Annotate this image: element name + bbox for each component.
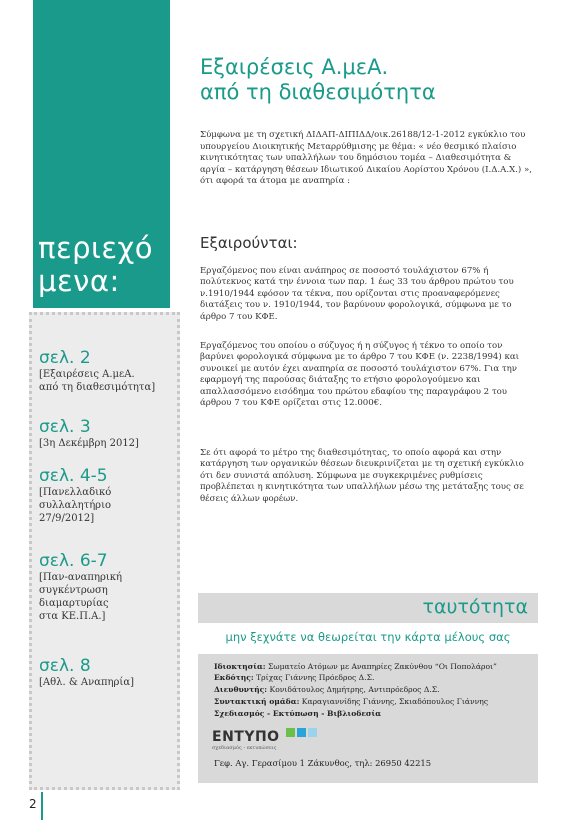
toc-item[interactable] — [39, 417, 179, 450]
toc-item[interactable] — [39, 551, 179, 623]
printer-logo — [212, 726, 322, 750]
toc-desc: [Εξαιρέσεις Α.μεΑ. από τη διαθεσιμότητα] — [39, 369, 156, 393]
identity-line — [214, 673, 374, 683]
toc-page: σελ. 4-5 — [39, 466, 108, 486]
toc-page: σελ. 6-7 — [39, 551, 108, 571]
article-paragraph: Εργαζόμενος που είναι ανάπηρος σε ποσοστό τουλάχιστον 67% ή πολύτεκνος κατά την έννοια των παρ. 1 έως 33 του άρθρου πρώτου του ν.1910/1944 εφόσον τα τέκνα, που ορίζονται στις προαναφερόμενες διατάξεις του ν. 1910/1944, τον βαρύνουν φορολογικά, σύμφωνα με το άρθρο 7 του ΚΦΕ. — [200, 266, 514, 322]
toc-page: σελ. 3 — [39, 417, 91, 437]
toc-desc: [Παν-αναπηρική συγκέντρωση διαμαρτυρίας στα ΚΕ.Π.Α.] — [39, 572, 123, 622]
identity-value: Σωματείο Ατόμων με Αναπηρίες Ζακύνθου “Οι Ποπολάροι” — [265, 662, 497, 671]
section-heading: Εξαιρούνται: — [200, 234, 298, 252]
contents-title: περιεχό μενα: — [38, 231, 154, 298]
article-paragraph: Σε ότι αφορά το μέτρο της διαθεσιμότητας, το οποίο αφορά και στην κατάργηση των οργανικών θέσεων διευκρινίζεται με τη σχετική εγκύκλιο ότι δεν συνιστά απόλυση. Σύμφωνα με συγκεκριμένες ρυθμίσεις προβλέπεται η κινητικότητα των υπαλλήλων μέσω της μετάταξης τους σε θέσεις άλλων φορέων. — [200, 448, 524, 504]
toc-item[interactable] — [39, 656, 179, 689]
identity-line — [214, 662, 497, 672]
toc-page: σελ. 2 — [39, 348, 91, 368]
logo-square-icon — [297, 728, 306, 737]
identity-line — [214, 709, 381, 719]
logo-text: ΕΝΤΥΠΟ — [212, 729, 280, 745]
page-number: 2 — [29, 797, 37, 811]
identity-value: Καραγιαννίδης Γιάννης, Σκιαδόπουλος Γιάννης — [299, 697, 489, 706]
logo-square-icon — [308, 728, 317, 737]
toc-desc: [Πανελλαδικό συλλαλητήριο 27/9/2012] — [39, 487, 112, 524]
identity-label: Διευθυντής: — [214, 685, 268, 694]
toc-desc: [Αθλ. & Αναπηρία] — [39, 677, 134, 688]
identity-line — [214, 685, 440, 695]
identity-value: Τρίχας Γιάννης Πρόεδρος Δ.Σ. — [253, 673, 375, 682]
toc-item[interactable] — [39, 466, 179, 525]
identity-line — [214, 697, 488, 707]
toc-page: σελ. 8 — [39, 656, 91, 676]
toc-desc: [3η Δεκέμβρη 2012] — [39, 438, 139, 449]
article-paragraph: Εργαζόμενος του οποίου ο σύζυγος ή η σύζυγος ή τέκνο το οποίο τον βαρύνει φορολογικά σύμφωνα με το άρθρο 7 του ΚΦΕ (ν. 2238/1994) και συνοικεί με αυτόν έχει αναπηρία σε ποσοστό τουλάχιστον 67%. Για την εφαρμογή της παρούσας διάταξης το ετήσιο φορολογούμενο και απαλλασσόμενο εισόδημα του πρώτου εδαφίου της παραγράφου 2 του άρθρου 7 του ΚΦΕ ορίζεται στις 12.000€. — [200, 341, 520, 409]
address: Γεφ. Αγ. Γερασίμου 1 Ζάκυνθος, τηλ: 26950 42215 — [214, 758, 432, 768]
article-title-line2: από τη διαθεσιμότητα — [200, 80, 436, 104]
article-intro: Σύμφωνα με τη σχετική ΔΙΔΑΠ-ΔΙΠΙΔΔ/οικ.26188/12-1-2012 εγκύκλιο του υπουργείου Διοικητικής Μεταρρύθμισης με θέμα: « νέο θεσμικό πλαίσιο κινητικότητας των υπαλλήλων του δημόσιου τομέα – Διαθεσιμότητα & αργία – κατάργηση θέσεων Ιδιωτικού Δικαίου Αορίστου Χρόνου (Ι.Δ.Α.Χ.) », ότι αφορά τα άτομα με αναπηρία : — [200, 130, 532, 186]
identity-title: ταυτότητα — [422, 596, 528, 618]
logo-square-icon — [286, 728, 295, 737]
identity-panel — [198, 654, 538, 783]
logo-tagline: σχεδιασμός - εκτυπώσεις — [212, 745, 277, 751]
identity-label: Ιδιοκτησία: — [214, 662, 266, 671]
identity-subtitle: μην ξεχνάτε να θεωρείται την κάρτα μέλους σας — [225, 630, 511, 644]
toc-item[interactable] — [39, 348, 179, 394]
identity-label: Σχεδιασμός - Εκτύπωση - Βιβλιοδεσία — [214, 709, 382, 718]
article-title-line1: Εξαιρέσεις Α.μεΑ. — [200, 55, 389, 79]
identity-label: Εκδότης: — [214, 673, 254, 682]
identity-header — [198, 593, 538, 623]
identity-value: Κονιδάτουλος Δημήτρης, Αντιπρόεδρος Δ.Σ. — [267, 685, 440, 694]
identity-label: Συντακτική ομάδα: — [214, 697, 300, 706]
page-number-bar — [41, 792, 43, 820]
article-title — [200, 55, 540, 105]
